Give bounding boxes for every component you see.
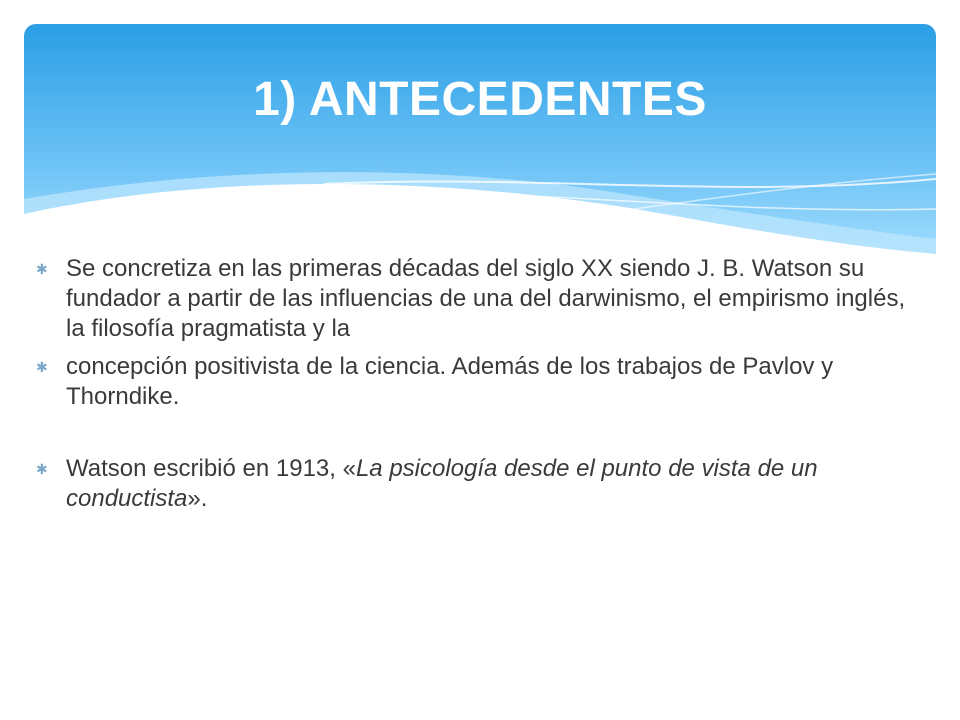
slide-body [36,254,916,522]
bullet-star-icon: ✱ [36,359,48,375]
bullet-item-1 [36,254,916,344]
bullet-item-2 [36,352,916,412]
bullet-star-icon: ✱ [36,461,48,477]
bullet-text: Se concretiza en las primeras décadas del siglo XX siendo J. B. Watson su fundador a partir de las influencias de una del darwinismo, el empirismo inglés, la filosofía pragmatista y la [66,255,906,342]
banner-wave-graphic [24,24,936,254]
bullet-text: concepción positivista de la ciencia. Además de los trabajos de Pavlov y Thorndike. [66,353,834,410]
book-title: La psicología desde el punto de vista de un conductista [66,455,818,512]
bullet-text-suffix: ». [187,485,208,512]
title-banner [24,24,936,254]
bullet-text-prefix: Watson escribió en 1913, « [66,455,356,482]
bullet-star-icon: ✱ [36,261,48,277]
bullet-item-3 [36,454,916,514]
slide-title: 1) ANTECEDENTES [253,73,707,126]
